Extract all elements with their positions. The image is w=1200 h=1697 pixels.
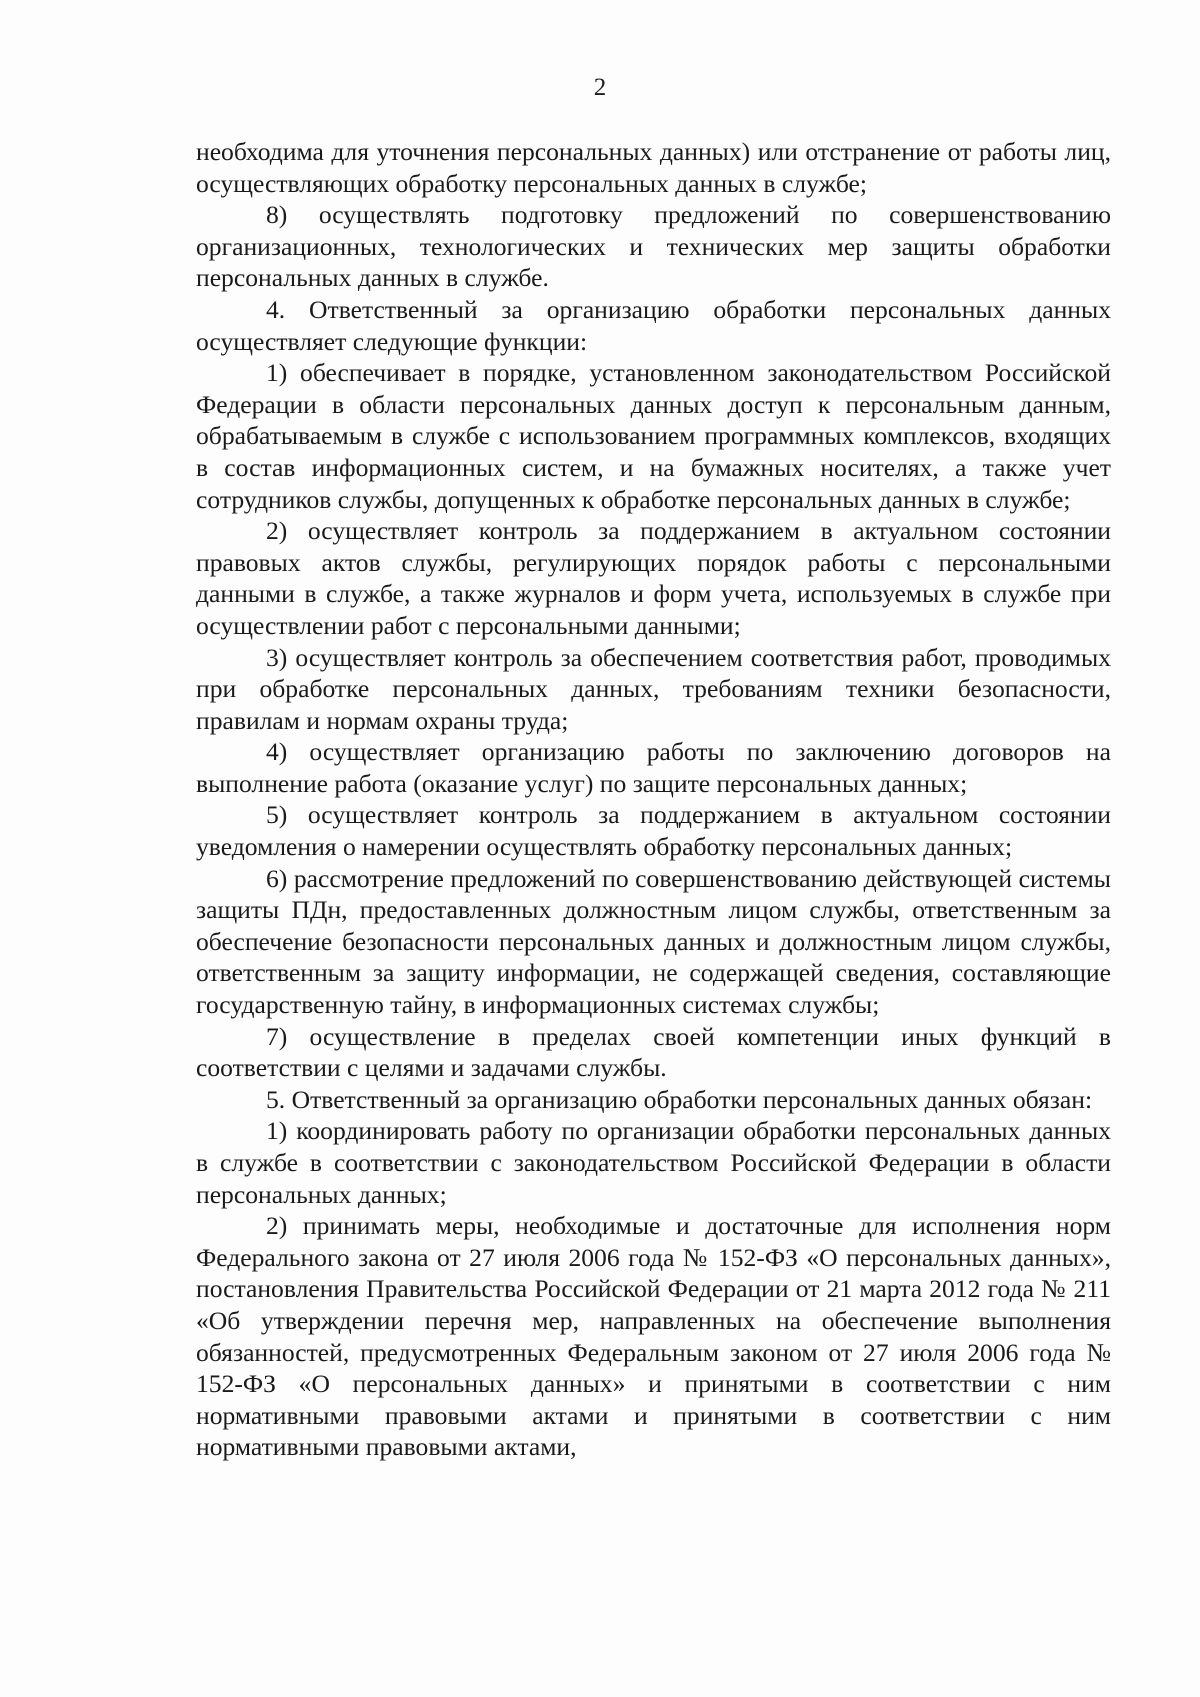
paragraph-section-5: 5. Ответственный за организацию обработки персональных данных обязан: [266,1084,1093,1114]
paragraph-item-5-1: 1) координировать работу по организации обработки персональных данных в службе в соответствии с законодательством Российской Федерации в области персональных данных; [196,1116,1111,1209]
paragraph-item-5-2: 2) принимать меры, необходимые и достаточные для исполнения норм Федерального закона от 27 июля 2006 года № 152-ФЗ «О персональных данных», постановления Правительства Российской Федерации от 21 марта 2012 года № 211 «Об утверждении перечня мер, направленных на обеспечение выполнения обязанностей, предусмотренных Федеральным законом от 27 июля 2006 года № 152-ФЗ «О персональных данных» и принятыми в соответствии с ним нормативными правовыми актами и принятыми в соответствии с ним нормативными правовыми актами, [196,1211,1111,1462]
paragraph-item-4-7: 7) осуществление в пределах своей компетенции иных функций в соответствии с целями и задачами службы. [196,1021,1111,1083]
paragraph-item-4-6: 6) рассмотрение предложений по совершенствованию действующей системы защиты ПДн, предоставленных должностным лицом службы, ответственным за обеспечение безопасности персональных данных и должностным лицом службы, ответственным за защиту информации, не содержащей сведения, составляющие государственную тайну, в информационных системах службы; [196,863,1111,1020]
page-number: 2 [593,74,607,101]
paragraph-item-4-4: 4) осуществляет организацию работы по заключению договоров на выполнение работа (оказание услуг) по защите персональных данных; [196,737,1111,798]
document-body [196,136,1111,1463]
paragraph-item-4-2: 2) осуществляет контроль за поддержанием в актуальном состоянии правовых актов службы, регулирующих порядок работы с персональными данными в службе, а также журналов и форм учета, используемых в службе при осуществлении работ с персональными данными; [196,516,1111,640]
paragraph-item-4-5: 5) осуществляет контроль за поддержанием в актуальном состоянии уведомления о намерении осуществлять обработку персональных данных; [196,800,1111,862]
paragraph-continuation: необходима для уточнения персональных данных) или отстранение от работы лиц, осуществляющих обработку персональных данных в службе; [196,137,1111,198]
paragraph-item-3-8: 8) осуществлять подготовку предложений по совершенствованию организационных, технологических и технических мер защиты обработки персональных данных в службе. [196,200,1111,293]
paragraph-item-4-1: 1) обеспечивает в порядке, установленном законодательством Российской Федерации в области персональных данных доступ к персональным данным, обрабатываемым в службе с использованием программных комплексов, входящих в состав информационных систем, и на бумажных носителях, а также учет сотрудников службы, допущенных к обработке персональных данных в службе; [196,358,1111,514]
paragraph-section-4: 4. Ответственный за организацию обработки персональных данных осуществляет следующие функции: [196,294,1111,356]
paragraph-item-4-3: 3) осуществляет контроль за обеспечением соответствия работ, проводимых при обработке персональных данных, требованиям техники безопасности, правилам и нормам охраны труда; [196,642,1111,735]
